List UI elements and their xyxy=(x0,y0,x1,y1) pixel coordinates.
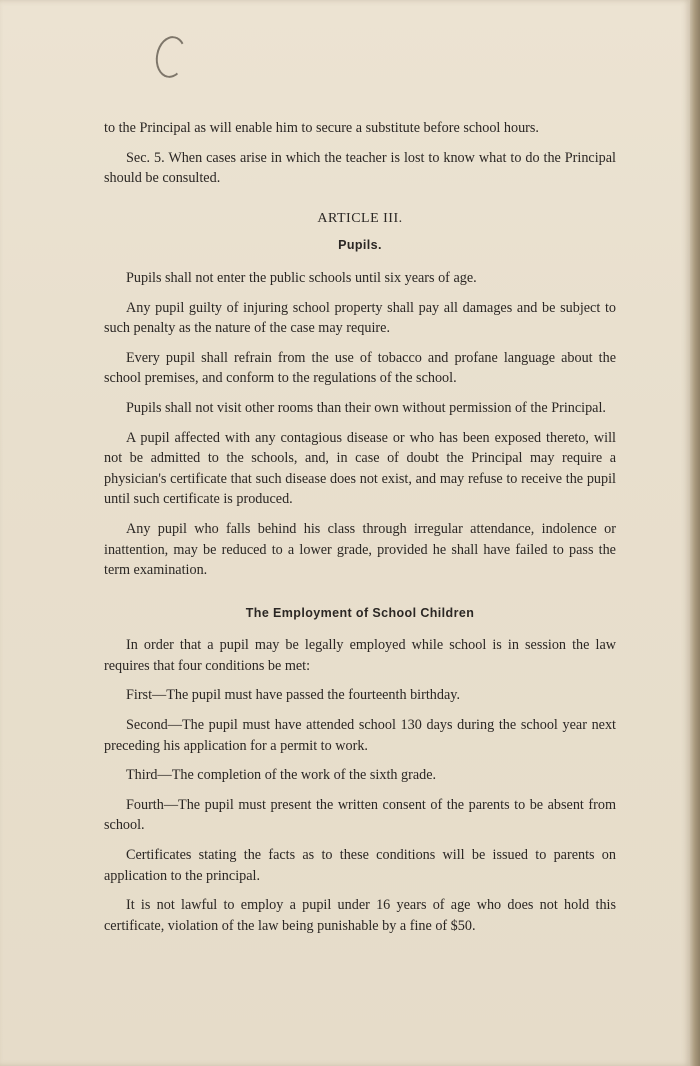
paragraph-continuation: to the Principal as will enable him to secure a substitute before school hours. xyxy=(104,120,539,136)
pupils-paragraph: Any pupil who falls behind his class through irregular attendance, indolence or inattention, may be reduced to a lower grade, provided he shall have failed to pass the term examination. xyxy=(104,520,616,579)
employment-paragraph: In order that a pupil may be legally employed while school is in session the law requires that four conditions be met: xyxy=(104,637,616,674)
pupils-paragraph: A pupil affected with any contagious disease or who has been exposed thereto, will not be admitted to the schools, and, in case of doubt the Principal may require a physician's certificate that such disease does not exist, and may refuse to receive the pupil until such certificate is produced. xyxy=(104,429,616,508)
document-body xyxy=(104,118,616,945)
employment-paragraph: It is not lawful to employ a pupil under 16 years of age who does not hold this certificate, violation of the law being punishable by a fine of $50. xyxy=(104,897,616,934)
pupils-paragraph: Any pupil guilty of injuring school property shall pay all damages and be subject to such penalty as the nature of the case may require. xyxy=(104,299,616,337)
article-title: ARTICLE III. xyxy=(317,210,403,226)
paragraph-sec-5: Sec. 5. When cases arise in which the teacher is lost to know what to do the Principal should be consulted. xyxy=(104,149,616,187)
punch-hole-mark xyxy=(153,34,190,81)
pupils-paragraph: Every pupil shall refrain from the use of tobacco and profane language about the school premises, and conform to the regulations of the school. xyxy=(104,349,616,387)
pupils-paragraph: Pupils shall not visit other rooms than their own without permission of the Principal. xyxy=(126,399,606,416)
page-edge xyxy=(690,0,700,1066)
section-heading-employment: The Employment of School Children xyxy=(245,605,475,620)
employment-paragraph: First—The pupil must have passed the fourteenth birthday. xyxy=(126,687,460,704)
pupils-paragraph: Pupils shall not enter the public schools until six years of age. xyxy=(126,269,477,286)
employment-paragraph: Fourth—The pupil must present the written consent of the parents to be absent from school. xyxy=(104,796,616,834)
employment-paragraph: Certificates stating the facts as to these conditions will be issued to parents on application to the principal. xyxy=(104,847,616,884)
employment-paragraph: Third—The completion of the work of the sixth grade. xyxy=(126,767,437,784)
employment-paragraph: Second—The pupil must have attended school 130 days during the school year next preceding his application for a permit to work. xyxy=(104,717,616,754)
section-heading-pupils: Pupils. xyxy=(338,238,382,253)
